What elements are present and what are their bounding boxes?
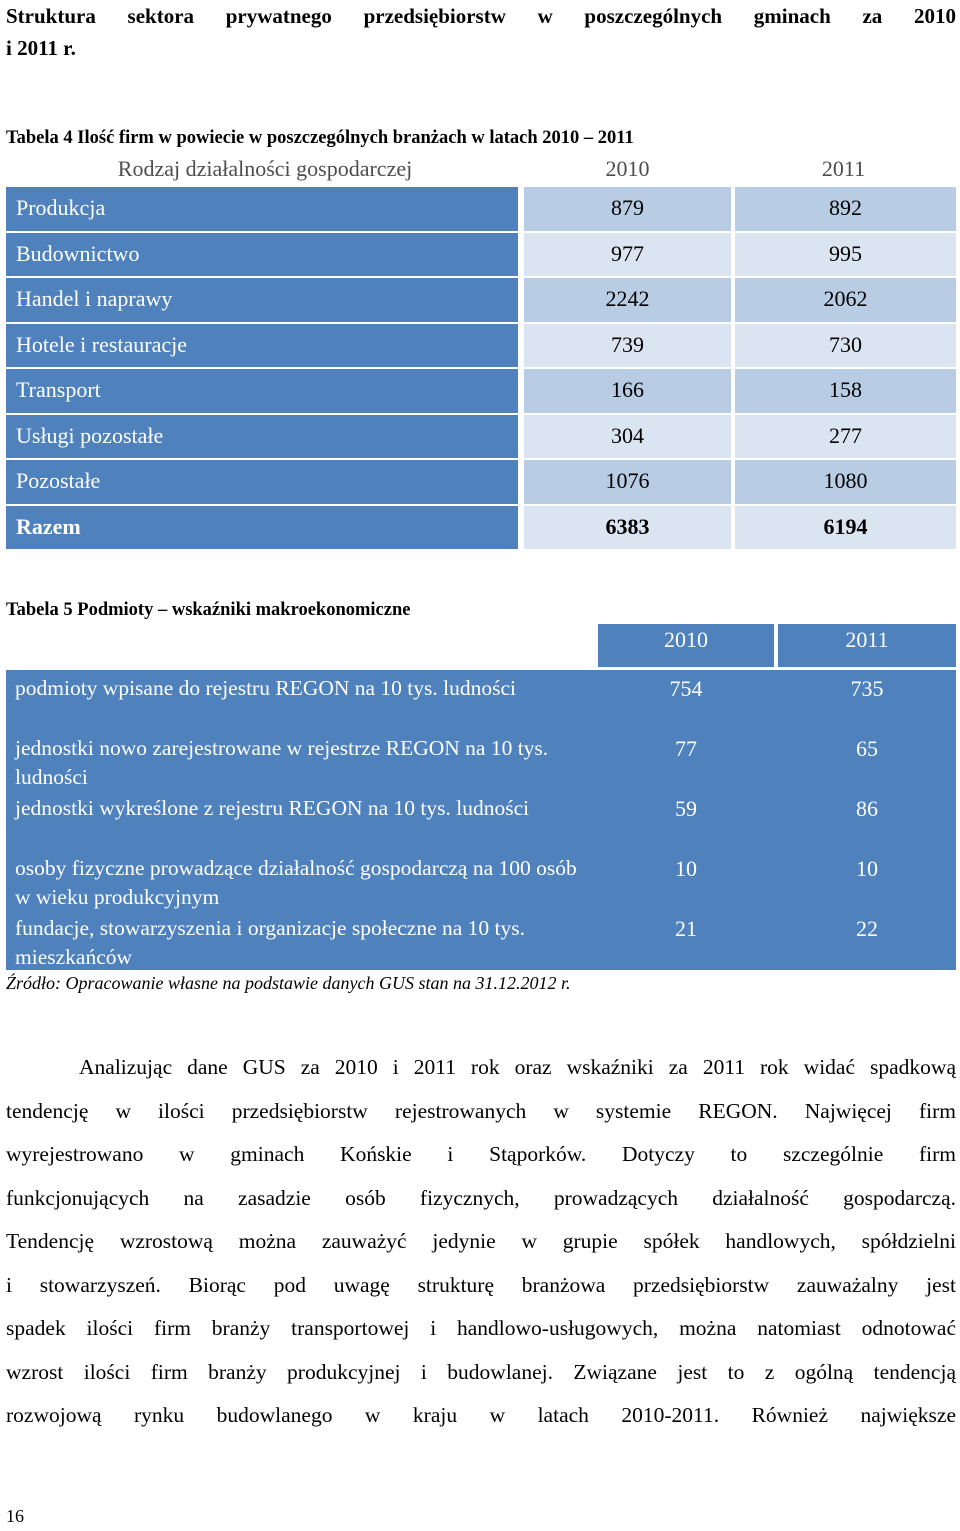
row-label: jednostki wykreślone z rejestru REGON na 10 tys. ludności [15, 796, 530, 820]
table5-caption: Tabela 5 Podmioty – wskaźniki makroekonomiczne [6, 600, 411, 620]
paragraph-line: Tendencję wzrostową można zauważyć jedynie w grupie spółek handlowych, spółdzielni [6, 1229, 956, 1253]
table-row [6, 187, 956, 231]
value-2010: 77 [675, 736, 697, 761]
value-2010: 59 [675, 796, 697, 821]
heading-line-2: i 2011 r. [6, 36, 76, 60]
table-row [6, 278, 956, 322]
row-label: podmioty wpisane do rejestru REGON na 10 tys. ludności [15, 676, 517, 700]
table-row [6, 324, 956, 368]
value-2010: 21 [675, 916, 697, 941]
row-label: Pozostałe [6, 460, 518, 504]
value-2011: 277 [735, 415, 956, 459]
paragraph-line: Analizując dane GUS za 2010 i 2011 rok oraz wskaźniki za 2011 rok widać spadkową [79, 1055, 956, 1079]
paragraph-line: wyrejestrowano w gminach Końskie i Stąporków. Dotyczy to szczególnie firm [6, 1142, 956, 1166]
table5 [6, 670, 956, 970]
value-2010: 6383 [524, 506, 731, 550]
row-label: osoby fizyczne prowadzące działalność gospodarczą na 100 osób w wieku produkcyjnym [15, 856, 577, 909]
table-row [6, 233, 956, 277]
table5-header-row [598, 624, 956, 667]
row-label: Hotele i restauracje [6, 324, 518, 368]
value-2010: 10 [675, 856, 697, 881]
paragraph-line: funkcjonujących na zasadzie osób fizycznych, prowadzących działalność gospodarczą. [6, 1185, 956, 1210]
table5-header-2010: 2010 [598, 624, 774, 667]
table4-header-2011: 2011 [821, 156, 866, 181]
table-row [6, 850, 956, 910]
value-2010: 977 [524, 233, 731, 277]
paragraph-line: rozwojową rynku budowlanego w kraju w latach 2010-2011. Również największe [6, 1403, 956, 1427]
table-row-total [6, 506, 956, 550]
paragraph-line: tendencję w ilości przedsiębiorstw rejestrowanych w systemie REGON. Najwięcej firm [6, 1098, 956, 1123]
value-2010: 879 [524, 187, 731, 231]
paragraph-line: i stowarzyszeń. Biorąc pod uwagę strukturę branżowa przedsiębiorstw zauważalny jest [6, 1272, 956, 1297]
value-2011: 6194 [735, 506, 956, 550]
value-2010: 166 [524, 369, 731, 413]
heading-line-1: Struktura sektora prywatnego przedsiębiorstw w poszczególnych gminach za 2010 [6, 4, 956, 28]
value-2011: 995 [735, 233, 956, 277]
value-2010: 754 [669, 676, 703, 701]
value-2011: 2062 [735, 278, 956, 322]
table4-caption: Tabela 4 Ilość firm w powiecie w poszczególnych branżach w latach 2010 – 2011 [6, 128, 634, 148]
value-2011: 22 [856, 916, 878, 941]
table-row [6, 910, 956, 970]
table-row [6, 790, 956, 850]
paragraph-line: spadek ilości firm branży transportowej i handlowo-usługowych, można natomiast odnotować [6, 1316, 956, 1340]
row-label: Handel i naprawy [6, 278, 518, 322]
value-2010: 304 [524, 415, 731, 459]
paragraph-line: wzrost ilości firm branży produkcyjnej i budowlanej. Związane jest to z ogólną tendencją [6, 1359, 956, 1384]
table-row [6, 369, 956, 413]
value-2011: 10 [856, 856, 878, 881]
value-2010: 1076 [524, 460, 731, 504]
value-2011: 892 [735, 187, 956, 231]
row-label: Transport [6, 369, 518, 413]
table4-header-row [6, 153, 956, 185]
row-label: fundacje, stowarzyszenia i organizacje społeczne na 10 tys. mieszkańców [15, 916, 526, 969]
table-row [6, 415, 956, 459]
table-row [6, 460, 956, 504]
page-number: 16 [6, 1506, 24, 1526]
table4-header-2010: 2010 [605, 156, 650, 181]
table5-header-2011: 2011 [778, 624, 956, 667]
value-2011: 158 [735, 369, 956, 413]
value-2011: 1080 [735, 460, 956, 504]
row-label: Razem [6, 506, 518, 550]
table4 [6, 153, 956, 549]
value-2011: 65 [856, 736, 878, 761]
row-label: jednostki nowo zarejestrowane w rejestrze REGON na 10 tys. ludności [15, 736, 549, 789]
value-2010: 2242 [524, 278, 731, 322]
section-heading [6, 0, 956, 64]
value-2011: 735 [850, 676, 884, 701]
row-label: Produkcja [6, 187, 518, 231]
source-note: Źródło: Opracowanie własne na podstawie danych GUS stan na 31.12.2012 r. [6, 973, 571, 993]
value-2011: 730 [735, 324, 956, 368]
table-row [6, 730, 956, 790]
table4-header-type: Rodzaj działalności gospodarczej [117, 156, 413, 181]
value-2011: 86 [856, 796, 878, 821]
row-label: Usługi pozostałe [6, 415, 518, 459]
body-paragraph [6, 1046, 956, 1438]
value-2010: 739 [524, 324, 731, 368]
table-row [6, 670, 956, 730]
row-label: Budownictwo [6, 233, 518, 277]
